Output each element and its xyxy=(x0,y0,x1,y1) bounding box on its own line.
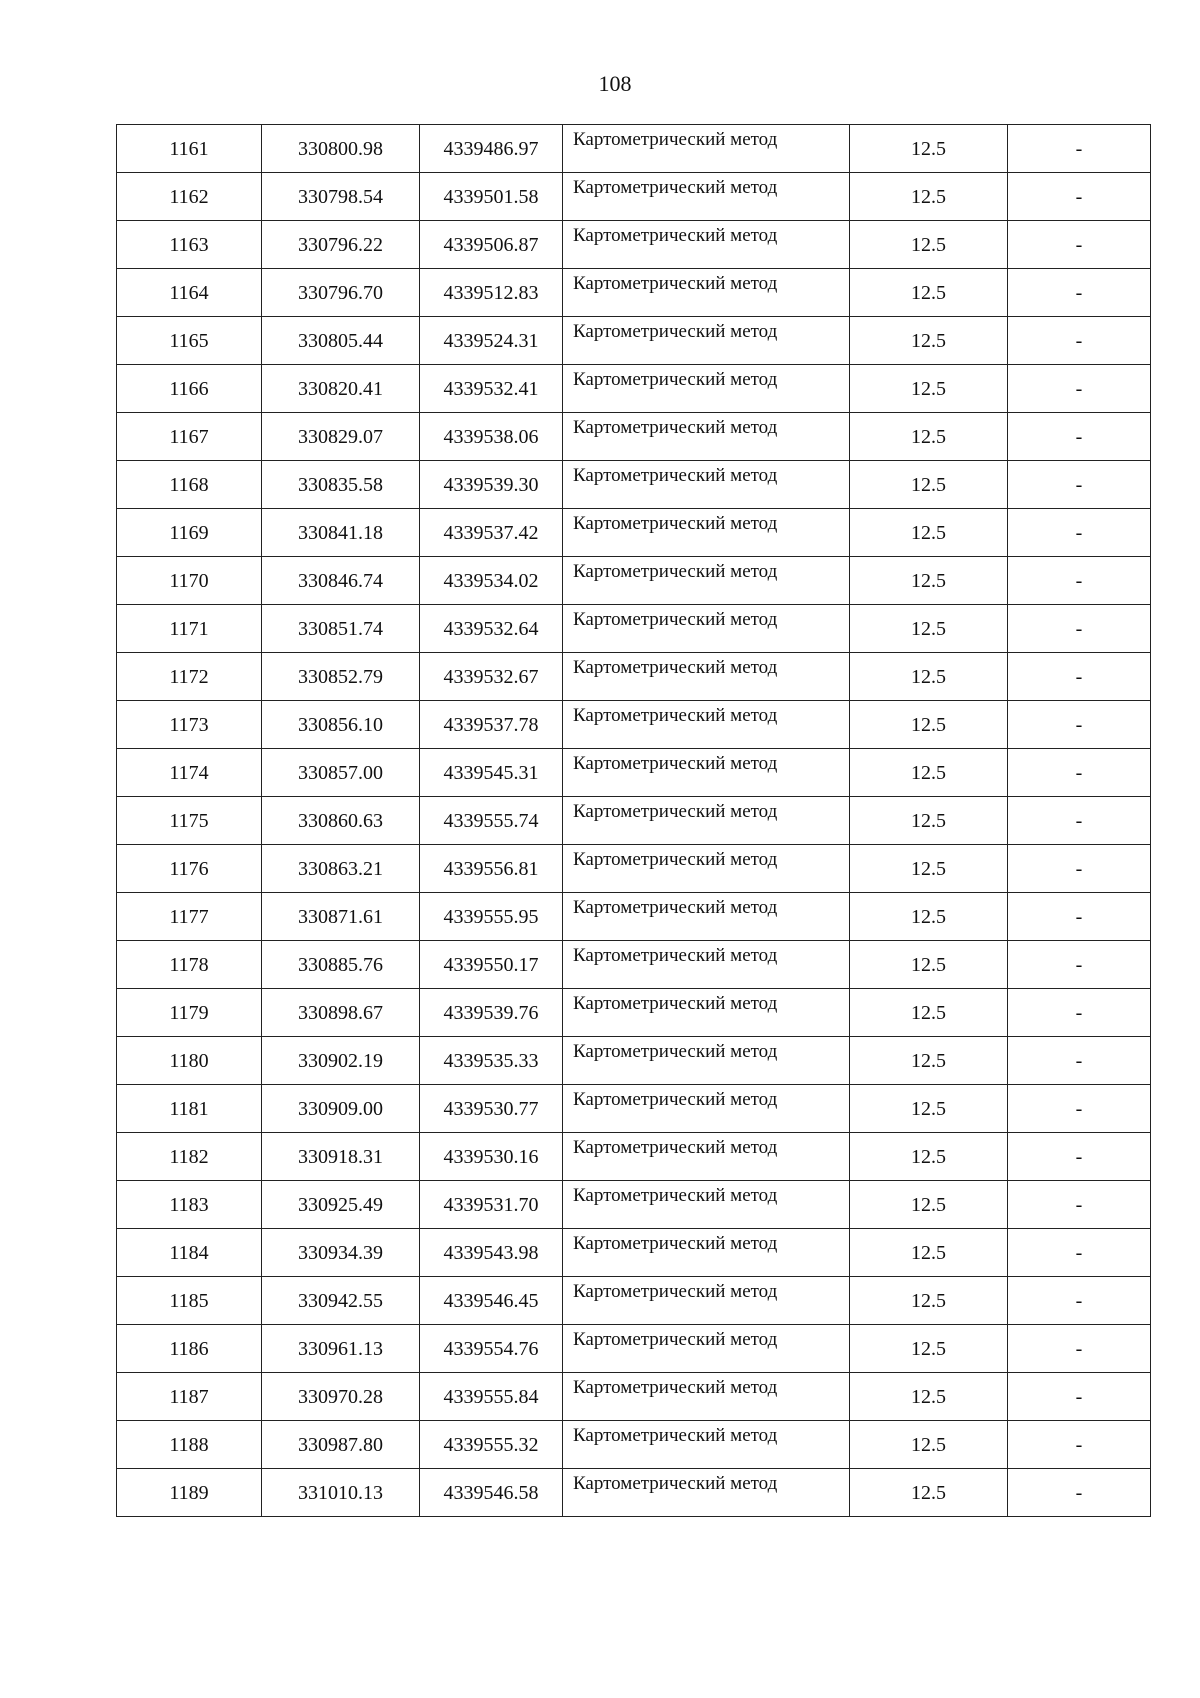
y-coordinate-cell: 4339531.70 xyxy=(420,1181,563,1229)
table-row xyxy=(117,1229,1151,1277)
method-cell: Картометрический метод xyxy=(563,893,850,941)
x-coordinate-cell: 330805.44 xyxy=(262,317,420,365)
method-cell: Картометрический метод xyxy=(563,1181,850,1229)
method-cell: Картометрический метод xyxy=(563,941,850,989)
x-coordinate-cell: 330871.61 xyxy=(262,893,420,941)
point-number-cell: 1168 xyxy=(117,461,262,509)
note-cell: - xyxy=(1008,1037,1151,1085)
accuracy-cell: 12.5 xyxy=(850,413,1008,461)
point-number-cell: 1184 xyxy=(117,1229,262,1277)
method-cell: Картометрический метод xyxy=(563,173,850,221)
table-row xyxy=(117,1325,1151,1373)
accuracy-cell: 12.5 xyxy=(850,125,1008,173)
y-coordinate-cell: 4339506.87 xyxy=(420,221,563,269)
y-coordinate-cell: 4339537.78 xyxy=(420,701,563,749)
point-number-cell: 1185 xyxy=(117,1277,262,1325)
method-cell: Картометрический метод xyxy=(563,1421,850,1469)
accuracy-cell: 12.5 xyxy=(850,1373,1008,1421)
y-coordinate-cell: 4339486.97 xyxy=(420,125,563,173)
note-cell: - xyxy=(1008,317,1151,365)
y-coordinate-cell: 4339555.32 xyxy=(420,1421,563,1469)
x-coordinate-cell: 330835.58 xyxy=(262,461,420,509)
method-cell: Картометрический метод xyxy=(563,1085,850,1133)
accuracy-cell: 12.5 xyxy=(850,317,1008,365)
point-number-cell: 1180 xyxy=(117,1037,262,1085)
note-cell: - xyxy=(1008,1133,1151,1181)
note-cell: - xyxy=(1008,557,1151,605)
method-cell: Картометрический метод xyxy=(563,1469,850,1517)
note-cell: - xyxy=(1008,1277,1151,1325)
table-row xyxy=(117,797,1151,845)
note-cell: - xyxy=(1008,653,1151,701)
point-number-cell: 1175 xyxy=(117,797,262,845)
point-number-cell: 1170 xyxy=(117,557,262,605)
note-cell: - xyxy=(1008,1229,1151,1277)
y-coordinate-cell: 4339537.42 xyxy=(420,509,563,557)
accuracy-cell: 12.5 xyxy=(850,1085,1008,1133)
table-row xyxy=(117,461,1151,509)
table-row xyxy=(117,701,1151,749)
coordinates-table xyxy=(116,124,1151,1517)
method-cell: Картометрический метод xyxy=(563,749,850,797)
note-cell: - xyxy=(1008,1181,1151,1229)
method-cell: Картометрический метод xyxy=(563,1133,850,1181)
note-cell: - xyxy=(1008,413,1151,461)
accuracy-cell: 12.5 xyxy=(850,461,1008,509)
method-cell: Картометрический метод xyxy=(563,1373,850,1421)
point-number-cell: 1172 xyxy=(117,653,262,701)
x-coordinate-cell: 330918.31 xyxy=(262,1133,420,1181)
point-number-cell: 1179 xyxy=(117,989,262,1037)
accuracy-cell: 12.5 xyxy=(850,1037,1008,1085)
point-number-cell: 1164 xyxy=(117,269,262,317)
table-row xyxy=(117,269,1151,317)
note-cell: - xyxy=(1008,941,1151,989)
y-coordinate-cell: 4339543.98 xyxy=(420,1229,563,1277)
point-number-cell: 1169 xyxy=(117,509,262,557)
note-cell: - xyxy=(1008,1373,1151,1421)
method-cell: Картометрический метод xyxy=(563,605,850,653)
accuracy-cell: 12.5 xyxy=(850,173,1008,221)
table-row xyxy=(117,125,1151,173)
point-number-cell: 1161 xyxy=(117,125,262,173)
note-cell: - xyxy=(1008,1085,1151,1133)
accuracy-cell: 12.5 xyxy=(850,1325,1008,1373)
method-cell: Картометрический метод xyxy=(563,509,850,557)
accuracy-cell: 12.5 xyxy=(850,557,1008,605)
method-cell: Картометрический метод xyxy=(563,1037,850,1085)
method-cell: Картометрический метод xyxy=(563,701,850,749)
note-cell: - xyxy=(1008,461,1151,509)
method-cell: Картометрический метод xyxy=(563,1325,850,1373)
note-cell: - xyxy=(1008,1325,1151,1373)
table-row xyxy=(117,1373,1151,1421)
note-cell: - xyxy=(1008,797,1151,845)
method-cell: Картометрический метод xyxy=(563,1277,850,1325)
y-coordinate-cell: 4339545.31 xyxy=(420,749,563,797)
accuracy-cell: 12.5 xyxy=(850,269,1008,317)
y-coordinate-cell: 4339555.95 xyxy=(420,893,563,941)
y-coordinate-cell: 4339539.30 xyxy=(420,461,563,509)
note-cell: - xyxy=(1008,701,1151,749)
page-number: 108 xyxy=(598,71,632,96)
x-coordinate-cell: 330987.80 xyxy=(262,1421,420,1469)
method-cell: Картометрический метод xyxy=(563,845,850,893)
table-row xyxy=(117,1181,1151,1229)
y-coordinate-cell: 4339532.41 xyxy=(420,365,563,413)
note-cell: - xyxy=(1008,893,1151,941)
accuracy-cell: 12.5 xyxy=(850,941,1008,989)
method-cell: Картометрический метод xyxy=(563,461,850,509)
y-coordinate-cell: 4339532.67 xyxy=(420,653,563,701)
x-coordinate-cell: 330856.10 xyxy=(262,701,420,749)
table-row xyxy=(117,653,1151,701)
point-number-cell: 1187 xyxy=(117,1373,262,1421)
y-coordinate-cell: 4339546.45 xyxy=(420,1277,563,1325)
note-cell: - xyxy=(1008,509,1151,557)
x-coordinate-cell: 330851.74 xyxy=(262,605,420,653)
x-coordinate-cell: 330934.39 xyxy=(262,1229,420,1277)
y-coordinate-cell: 4339501.58 xyxy=(420,173,563,221)
point-number-cell: 1176 xyxy=(117,845,262,893)
table-row xyxy=(117,317,1151,365)
point-number-cell: 1171 xyxy=(117,605,262,653)
x-coordinate-cell: 330925.49 xyxy=(262,1181,420,1229)
note-cell: - xyxy=(1008,221,1151,269)
table-row xyxy=(117,1469,1151,1517)
accuracy-cell: 12.5 xyxy=(850,749,1008,797)
coordinates-table-body xyxy=(117,125,1151,1517)
x-coordinate-cell: 330796.70 xyxy=(262,269,420,317)
note-cell: - xyxy=(1008,605,1151,653)
table-row xyxy=(117,365,1151,413)
x-coordinate-cell: 330961.13 xyxy=(262,1325,420,1373)
x-coordinate-cell: 330841.18 xyxy=(262,509,420,557)
note-cell: - xyxy=(1008,989,1151,1037)
note-cell: - xyxy=(1008,125,1151,173)
y-coordinate-cell: 4339534.02 xyxy=(420,557,563,605)
accuracy-cell: 12.5 xyxy=(850,1277,1008,1325)
table-row xyxy=(117,605,1151,653)
table-row xyxy=(117,893,1151,941)
point-number-cell: 1188 xyxy=(117,1421,262,1469)
x-coordinate-cell: 330902.19 xyxy=(262,1037,420,1085)
accuracy-cell: 12.5 xyxy=(850,701,1008,749)
point-number-cell: 1173 xyxy=(117,701,262,749)
y-coordinate-cell: 4339530.77 xyxy=(420,1085,563,1133)
y-coordinate-cell: 4339538.06 xyxy=(420,413,563,461)
y-coordinate-cell: 4339530.16 xyxy=(420,1133,563,1181)
x-coordinate-cell: 330800.98 xyxy=(262,125,420,173)
point-number-cell: 1177 xyxy=(117,893,262,941)
table-row xyxy=(117,749,1151,797)
accuracy-cell: 12.5 xyxy=(850,1133,1008,1181)
accuracy-cell: 12.5 xyxy=(850,1229,1008,1277)
accuracy-cell: 12.5 xyxy=(850,1181,1008,1229)
point-number-cell: 1178 xyxy=(117,941,262,989)
note-cell: - xyxy=(1008,1421,1151,1469)
table-row xyxy=(117,509,1151,557)
table-row xyxy=(117,173,1151,221)
note-cell: - xyxy=(1008,173,1151,221)
note-cell: - xyxy=(1008,1469,1151,1517)
point-number-cell: 1162 xyxy=(117,173,262,221)
y-coordinate-cell: 4339555.74 xyxy=(420,797,563,845)
method-cell: Картометрический метод xyxy=(563,653,850,701)
method-cell: Картометрический метод xyxy=(563,1229,850,1277)
y-coordinate-cell: 4339554.76 xyxy=(420,1325,563,1373)
x-coordinate-cell: 330970.28 xyxy=(262,1373,420,1421)
point-number-cell: 1163 xyxy=(117,221,262,269)
note-cell: - xyxy=(1008,845,1151,893)
table-row xyxy=(117,941,1151,989)
table-row xyxy=(117,1277,1151,1325)
table-row xyxy=(117,1037,1151,1085)
accuracy-cell: 12.5 xyxy=(850,845,1008,893)
method-cell: Картометрический метод xyxy=(563,317,850,365)
method-cell: Картометрический метод xyxy=(563,557,850,605)
y-coordinate-cell: 4339535.33 xyxy=(420,1037,563,1085)
table-row xyxy=(117,845,1151,893)
accuracy-cell: 12.5 xyxy=(850,1421,1008,1469)
x-coordinate-cell: 330860.63 xyxy=(262,797,420,845)
x-coordinate-cell: 330885.76 xyxy=(262,941,420,989)
y-coordinate-cell: 4339532.64 xyxy=(420,605,563,653)
y-coordinate-cell: 4339524.31 xyxy=(420,317,563,365)
x-coordinate-cell: 330942.55 xyxy=(262,1277,420,1325)
method-cell: Картометрический метод xyxy=(563,365,850,413)
accuracy-cell: 12.5 xyxy=(850,1469,1008,1517)
table-row xyxy=(117,1421,1151,1469)
x-coordinate-cell: 330796.22 xyxy=(262,221,420,269)
accuracy-cell: 12.5 xyxy=(850,365,1008,413)
x-coordinate-cell: 330846.74 xyxy=(262,557,420,605)
x-coordinate-cell: 330909.00 xyxy=(262,1085,420,1133)
method-cell: Картометрический метод xyxy=(563,125,850,173)
method-cell: Картометрический метод xyxy=(563,989,850,1037)
x-coordinate-cell: 330863.21 xyxy=(262,845,420,893)
y-coordinate-cell: 4339555.84 xyxy=(420,1373,563,1421)
x-coordinate-cell: 330829.07 xyxy=(262,413,420,461)
method-cell: Картометрический метод xyxy=(563,413,850,461)
table-row xyxy=(117,413,1151,461)
method-cell: Картометрический метод xyxy=(563,221,850,269)
accuracy-cell: 12.5 xyxy=(850,221,1008,269)
note-cell: - xyxy=(1008,269,1151,317)
table-row xyxy=(117,989,1151,1037)
y-coordinate-cell: 4339539.76 xyxy=(420,989,563,1037)
method-cell: Картометрический метод xyxy=(563,797,850,845)
point-number-cell: 1167 xyxy=(117,413,262,461)
note-cell: - xyxy=(1008,365,1151,413)
y-coordinate-cell: 4339546.58 xyxy=(420,1469,563,1517)
point-number-cell: 1181 xyxy=(117,1085,262,1133)
y-coordinate-cell: 4339550.17 xyxy=(420,941,563,989)
accuracy-cell: 12.5 xyxy=(850,989,1008,1037)
x-coordinate-cell: 330857.00 xyxy=(262,749,420,797)
y-coordinate-cell: 4339512.83 xyxy=(420,269,563,317)
point-number-cell: 1183 xyxy=(117,1181,262,1229)
y-coordinate-cell: 4339556.81 xyxy=(420,845,563,893)
point-number-cell: 1165 xyxy=(117,317,262,365)
x-coordinate-cell: 330852.79 xyxy=(262,653,420,701)
method-cell: Картометрический метод xyxy=(563,269,850,317)
table-row xyxy=(117,1133,1151,1181)
x-coordinate-cell: 330898.67 xyxy=(262,989,420,1037)
note-cell: - xyxy=(1008,749,1151,797)
x-coordinate-cell: 330798.54 xyxy=(262,173,420,221)
point-number-cell: 1182 xyxy=(117,1133,262,1181)
accuracy-cell: 12.5 xyxy=(850,605,1008,653)
accuracy-cell: 12.5 xyxy=(850,509,1008,557)
accuracy-cell: 12.5 xyxy=(850,893,1008,941)
point-number-cell: 1174 xyxy=(117,749,262,797)
point-number-cell: 1189 xyxy=(117,1469,262,1517)
x-coordinate-cell: 330820.41 xyxy=(262,365,420,413)
point-number-cell: 1186 xyxy=(117,1325,262,1373)
accuracy-cell: 12.5 xyxy=(850,797,1008,845)
accuracy-cell: 12.5 xyxy=(850,653,1008,701)
table-row xyxy=(117,1085,1151,1133)
point-number-cell: 1166 xyxy=(117,365,262,413)
table-row xyxy=(117,221,1151,269)
x-coordinate-cell: 331010.13 xyxy=(262,1469,420,1517)
table-row xyxy=(117,557,1151,605)
